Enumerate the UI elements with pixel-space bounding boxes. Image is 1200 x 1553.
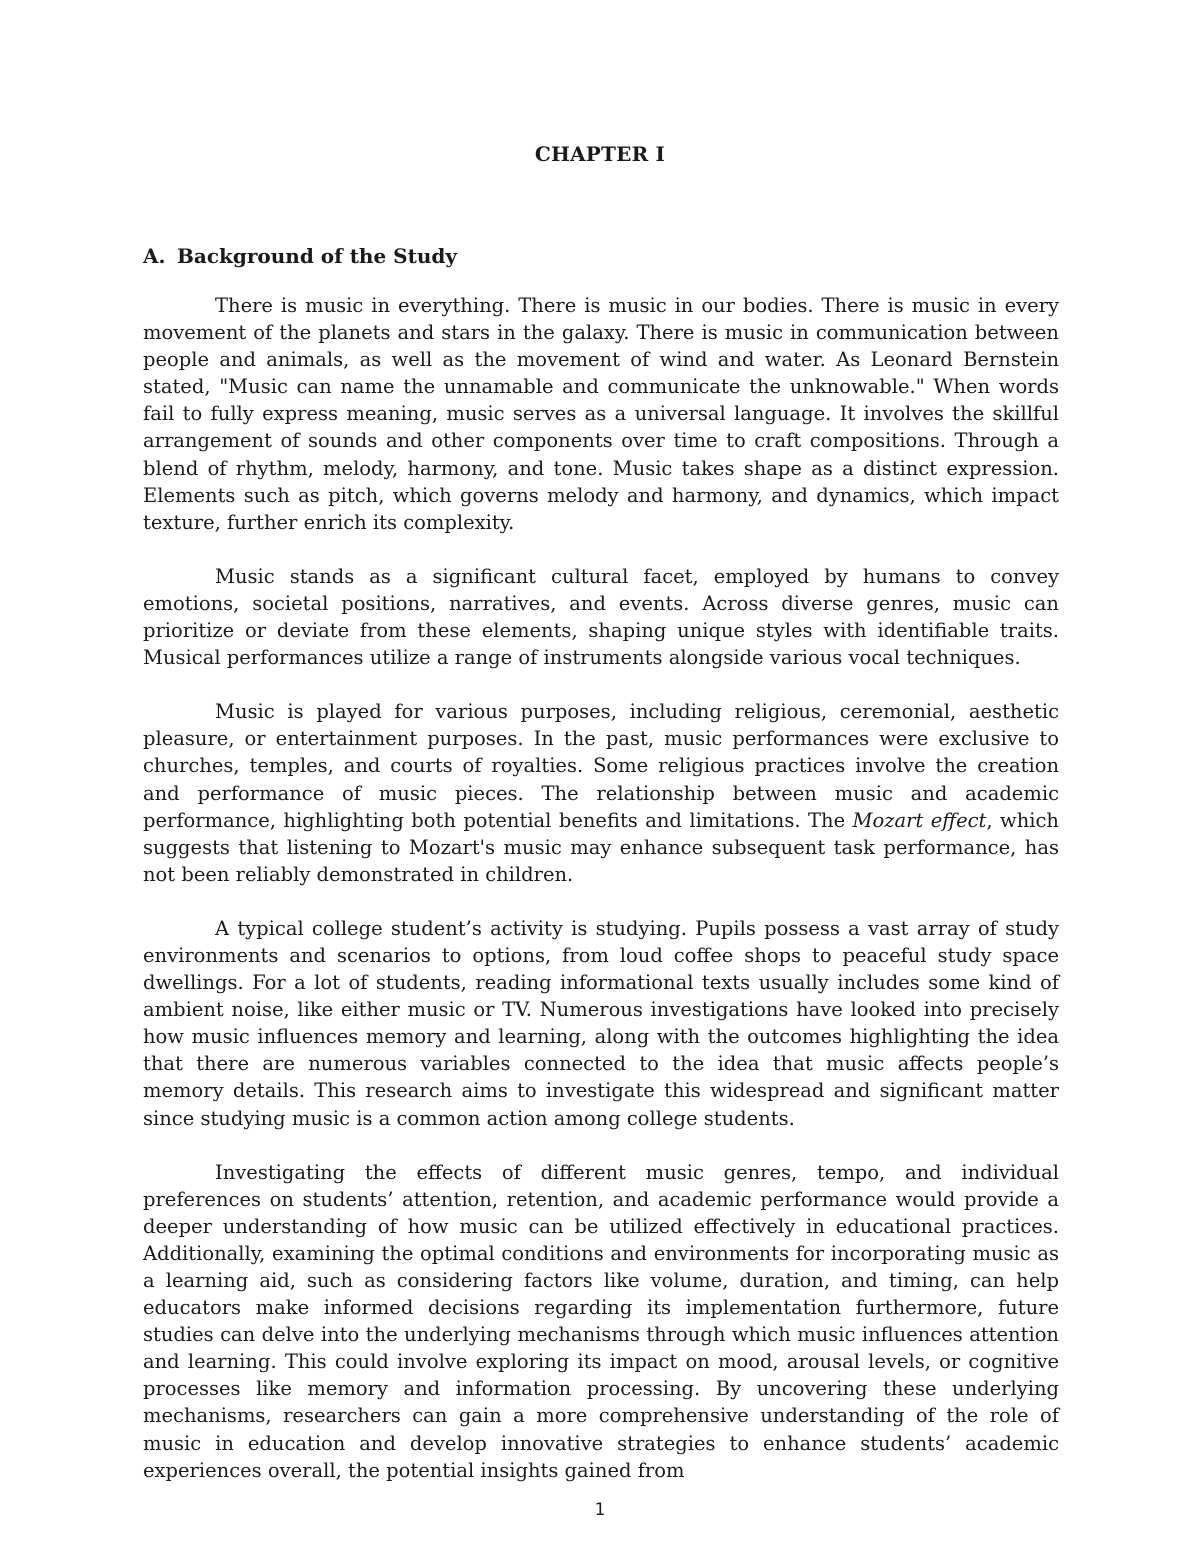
section-marker: A. [143, 244, 166, 268]
page-number: 1 [594, 1500, 606, 1520]
section-title: Background of the Study [177, 244, 457, 268]
paragraph-4: A typical college student’s activity is studying. Pupils possess a vast array of study environments and scenarios to options, from loud coffee shops to peaceful study space dwellings. For a lot of students, reading informational texts usually includes some kind of ambient noise, like either music or TV. Numerous investigations have looked into precisely how music influences memory and learning, along with the outcomes highlighting the idea that there are numerous variables connected to the idea that music affects people’s memory details. This research aims to investigate this widespread and significant matter since studying music is a common action among college students. [143, 916, 1059, 1130]
paragraph-3 [143, 698, 1059, 888]
paragraph-1: There is music in everything. There is music in our bodies. There is music in every movement of the planets and stars in the galaxy. There is music in communication between people and animals, as well as the movement of wind and water. As Leonard Bernstein stated, "Music can name the unnamable and communicate the unknowable." When words fail to fully express meaning, music serves as a universal language. It involves the skillful arrangement of sounds and other components over time to craft compositions. Through a blend of rhythm, melody, harmony, and tone. Music takes shape as a distinct expression. Elements such as pitch, which governs melody and harmony, and dynamics, which impact texture, further enrich its complexity. [143, 294, 1059, 534]
paragraph-5: Investigating the effects of different music genres, tempo, and individual preferences on students’ attention, retention, and academic performance would provide a deeper understanding of how music can be utilized effectively in educational practices. Additionally, examining the optimal conditions and environments for incorporating music as a learning aid, such as considering factors like volume, duration, and timing, can help educators make informed decisions regarding its implementation furthermore, future studies can delve into the underlying mechanisms through which music influences attention and learning. This could involve exploring its impact on mood, arousal levels, or cognitive processes like memory and information processing. By uncovering these underlying mechanisms, researchers can gain a more comprehensive understanding of the role of music in education and develop innovative strategies to enhance students’ academic experiences overall, the potential insights gained from [143, 1160, 1059, 1482]
paragraph-3-before: Music is played for various purposes, including religious, ceremonial, aesthetic pleasure, or entertainment purposes. In the past, music performances were exclusive to churches, temples, and courts of royalties. Some religious practices involve the creation and performance of music pieces. The relationship between music and academic performance, highlighting both potential benefits and limitations. The [143, 700, 1059, 832]
paragraph-3-after: , which suggests that listening to Mozart's music may enhance subsequent task performance, has not been reliably demonstrated in children. [143, 808, 1059, 886]
body-text [143, 292, 1059, 1484]
paragraph-2: Music stands as a significant cultural facet, employed by humans to convey emotions, societal positions, narratives, and events. Across diverse genres, music can prioritize or deviate from these elements, shaping unique styles with identifiable traits. Musical performances utilize a range of instruments alongside various vocal techniques. [143, 564, 1059, 670]
chapter-title: CHAPTER I [534, 142, 666, 166]
mozart-effect-term: Mozart effect [852, 808, 987, 832]
section-heading [143, 244, 457, 268]
